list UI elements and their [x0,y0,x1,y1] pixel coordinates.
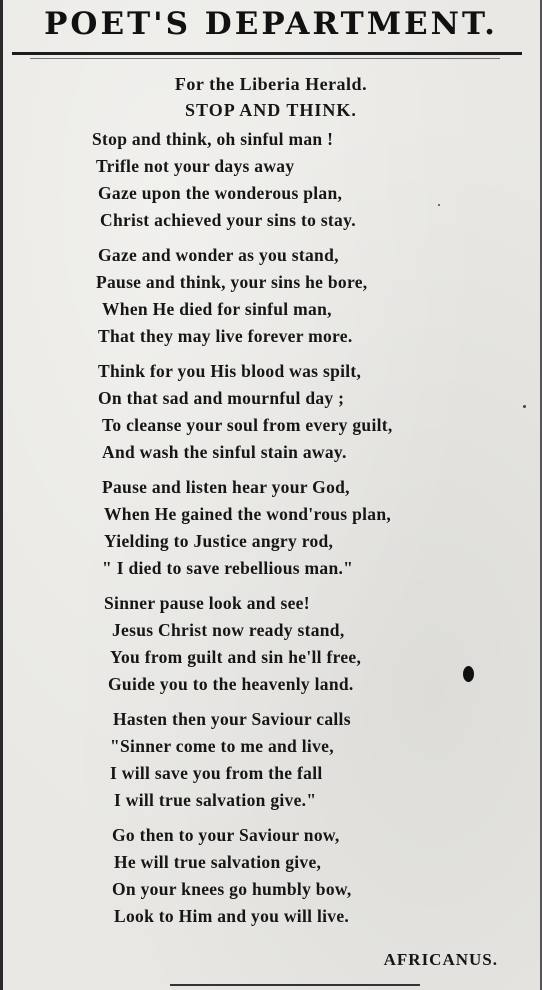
poem-line: Think for you His blood was spilt, [98,361,362,381]
poem-line: "Sinner come to me and live, [110,736,334,756]
poem-line: I will true salvation give." [114,790,317,810]
poem-line: Guide you to the heavenly land. [108,674,354,694]
poem-line: Hasten then your Saviour calls [113,709,351,729]
stanza-5 [0,590,542,698]
ink-blot [463,666,474,682]
poem-line: Gaze upon the wonderous plan, [98,183,343,203]
heading-rule [12,52,522,55]
poem-line: Jesus Christ now ready stand, [112,620,345,640]
poem-body [0,126,542,938]
poem-line: I will save you from the fall [110,763,323,783]
stanza-2 [0,242,542,350]
poem-line: Pause and think, your sins he bore, [96,272,368,292]
closing-rule [170,984,420,986]
poem-title: STOP AND THINK. [185,100,357,120]
poem-line: Go then to your Saviour now, [112,825,340,845]
poem-line: Gaze and wonder as you stand, [98,245,339,265]
poem-line: He will true salvation give, [114,852,322,872]
poem-line: " I died to save rebellious man." [102,558,354,578]
author-signature: AFRICANUS. [383,950,498,969]
poem-line: You from guilt and sin he'll free, [110,647,362,667]
stanza-1 [0,126,542,234]
poem-line: When He gained the wond'rous plan, [104,504,392,524]
publication-credit: For the Liberia Herald. [174,74,368,94]
section-heading: POET'S DEPARTMENT. [44,6,498,42]
stanza-7 [0,822,542,930]
poem-line: On your knees go humbly bow, [112,879,352,899]
stanza-4 [0,474,542,582]
poem-line: On that sad and mournful day ; [98,388,345,408]
heading-rule-thin [30,58,500,59]
poem-line: Sinner pause look and see! [104,593,310,613]
poem-line: Look to Him and you will live. [114,906,350,926]
poem-line: And wash the sinful stain away. [102,442,347,462]
poem-line: When He died for sinful man, [102,299,332,319]
poem-line: Pause and listen hear your God, [102,477,350,497]
poem-line: Christ achieved your sins to stay. [100,210,356,230]
poem-line: That they may live forever more. [98,326,353,346]
stanza-3 [0,358,542,466]
poem-line: Yielding to Justice angry rod, [104,531,334,551]
paper-speck [438,204,440,206]
poem-line: To cleanse your soul from every guilt, [102,415,393,435]
poem-line: Stop and think, oh sinful man ! [92,129,334,149]
paper-speck [523,405,526,408]
stanza-6 [0,706,542,814]
poem-line: Trifle not your days away [96,156,295,176]
